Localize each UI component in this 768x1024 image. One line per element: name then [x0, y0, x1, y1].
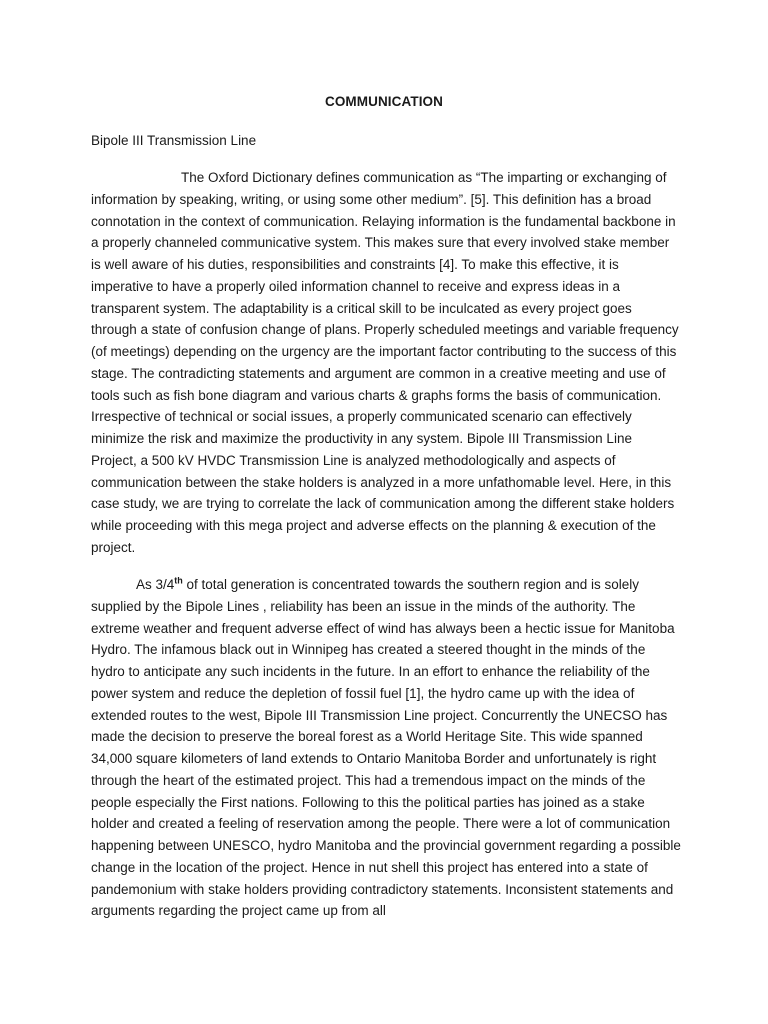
ordinal-superscript: th [174, 575, 183, 586]
paragraph-2 [91, 574, 681, 922]
paragraph-1: The Oxford Dictionary defines communication as “The imparting or exchanging of information by speaking, writing, or using some other medium”. [5]. This definition has a broad connotation in the context of communication. Relaying information is the fundamental backbone in a properly channeled communicative system. This makes sure that every involved stake member is well aware of his duties, responsibilities and constraints [4]. To make this effective, it is imperative to have a properly oiled information channel to receive and express ideas in a transparent system. The adaptability is a critical skill to be inculcated as every project goes through a state of confusion change of plans. Properly scheduled meetings and variable frequency (of meetings) depending on the urgency are the important factor contributing to the success of this stage. The contradicting statements and argument are common in a creative meeting and use of tools such as fish bone diagram and various charts & graphs forms the basis of communication. Irrespective of technical or social issues, a properly communicated scenario can effectively minimize the risk and maximize the productivity in any system. Bipole III Transmission Line Project, a 500 kV HVDC Transmission Line is analyzed methodologically and aspects of communication between the stake holders is analyzed in a more unfathomable level. Here, in this case study, we are trying to correlate the lack of communication among the different stake holders while proceeding with this mega project and adverse effects on the planning & execution of the project. [91, 170, 679, 555]
document-subtitle: Bipole III Transmission Line [91, 133, 257, 148]
paragraph-2-rest: of total generation is concentrated towards the southern region and is solely supplied by the Bipole Lines , reliability has been an issue in the minds of the authority. The extreme weather and frequent adverse effect of wind has always been a hectic issue for Manitoba Hydro. The infamous black out in Winnipeg has created a steered thought in the minds of the hydro to anticipate any such incidents in the future. In an effort to enhance the reliability of the power system and reduce the depletion of fossil fuel [1], the hydro came up with the idea of extended routes to the west, Bipole III Transmission Line project. Concurrently the UNECSO has made the decision to preserve the boreal forest as a World Heritage Site. This wide spanned 34,000 square kilometers of land extends to Ontario Manitoba Border and unfortunately is right through the heart of the estimated project. This had a tremendous impact on the minds of the people especially the First nations. Following to this the political parties has joined as a stake holder and created a feeling of reservation among the people. There were a lot of communication happening between UNESCO, hydro Manitoba and the provincial government regarding a possible change in the location of the project. Hence in nut shell this project has entered into a state of pandemonium with stake holders providing contradictory statements. Inconsistent statements and arguments regarding the project came up from all [91, 577, 681, 919]
document-title: COMMUNICATION [324, 94, 444, 109]
paragraph-2-lead: As 3/4 [136, 577, 175, 592]
